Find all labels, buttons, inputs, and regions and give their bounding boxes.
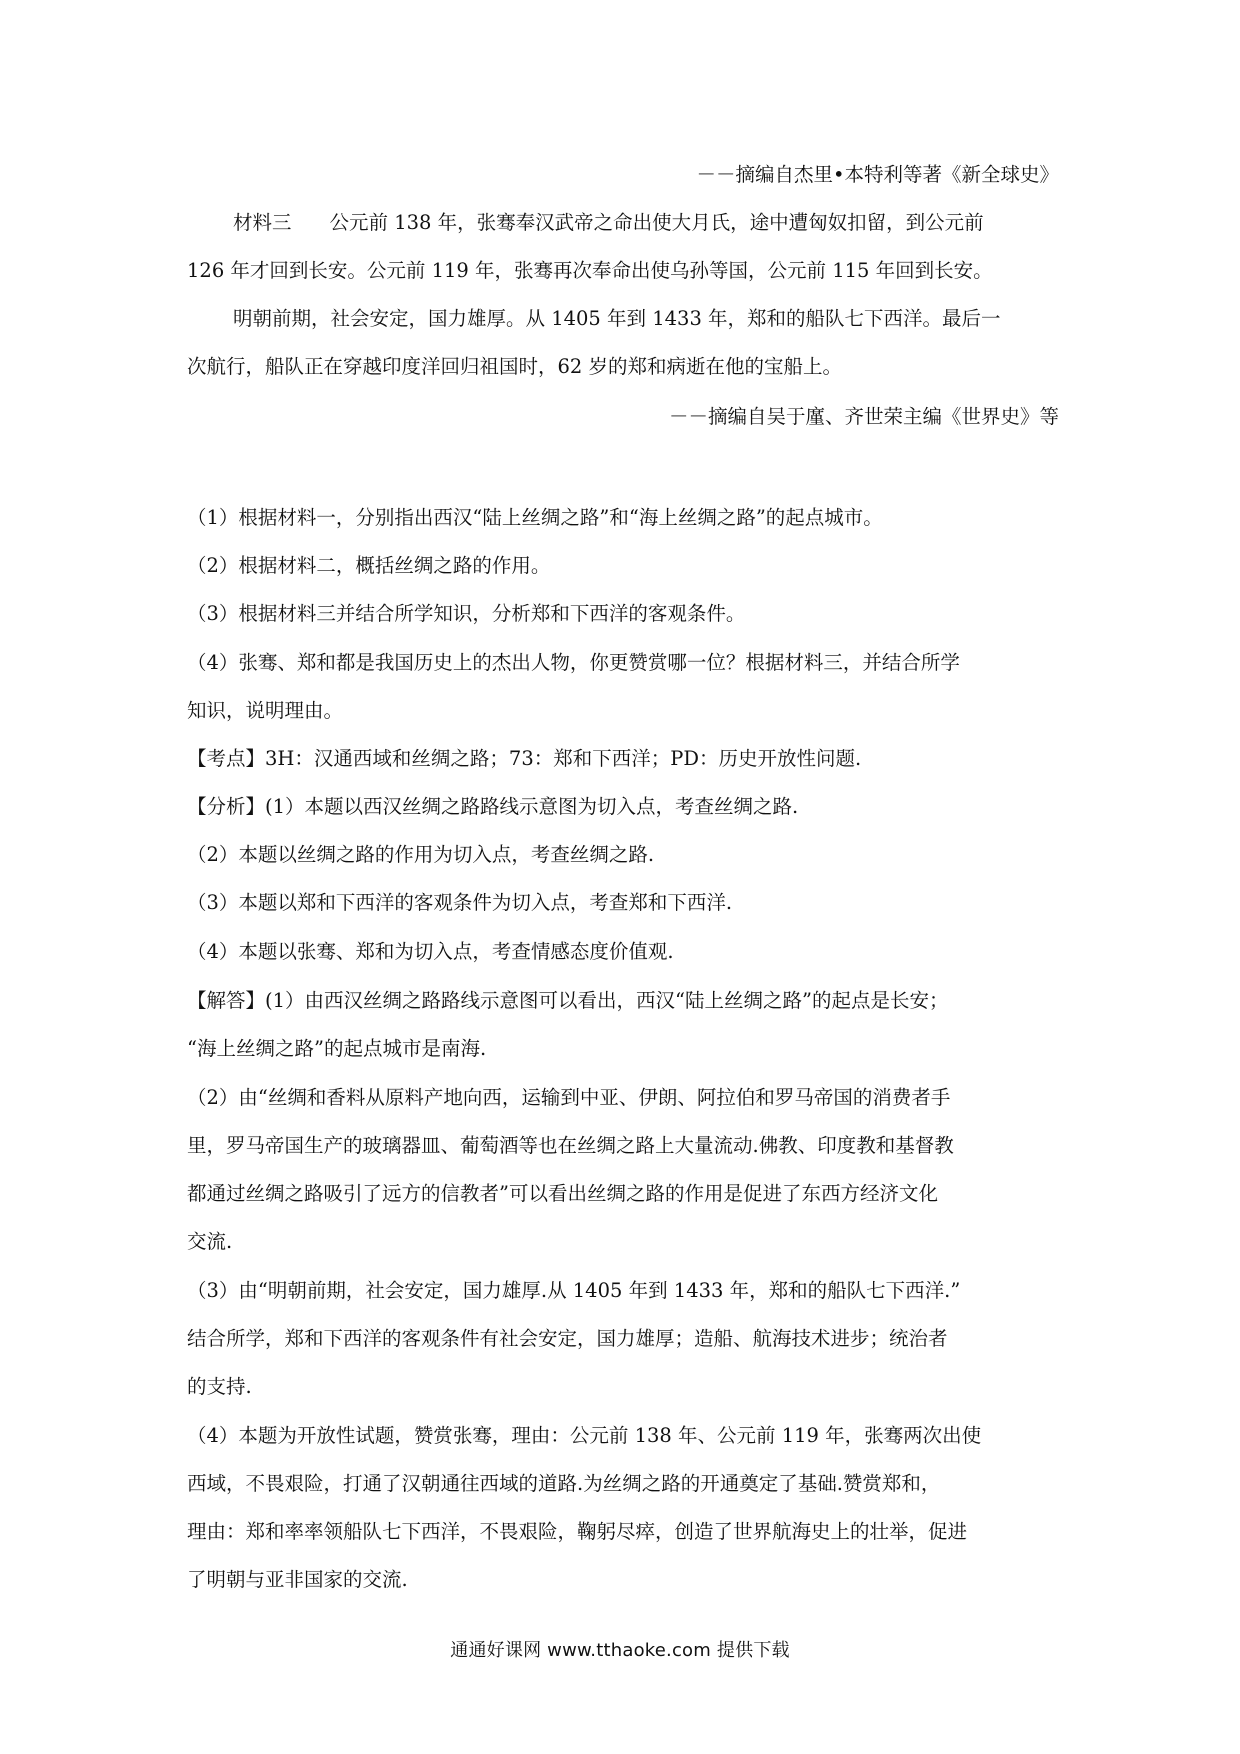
material-3-label: 材料三: [233, 211, 292, 234]
footer-credit: 通通好课网 www.tthaoke.com 提供下载: [450, 1640, 790, 1661]
question-4-line-2: 知识，说明理由。: [187, 699, 344, 722]
jieda-4-line-3: 理由：郑和率率领船队七下西洋，不畏艰险，鞠躬尽瘁，创造了世界航海史上的壮举，促进: [187, 1520, 968, 1543]
jieda-3-line-3: 的支持.: [187, 1375, 252, 1398]
material-3-line-1: [233, 210, 984, 236]
jieda-1-line-2: “海上丝绸之路”的起点城市是南海.: [187, 1037, 487, 1060]
fenxi-4: （4）本题以张骞、郑和为切入点，考查情感态度价值观.: [187, 940, 674, 963]
jieda-2-line-1: （2）由“丝绸和香料从原料产地向西，运输到中亚、伊朗、阿拉伯和罗马帝国的消费者手: [187, 1086, 951, 1109]
source-citation-2: －－摘编自吴于廑、齐世荣主编《世界史》等: [668, 405, 1059, 428]
jieda-2-line-3: 都通过丝绸之路吸引了远方的信教者”可以看出丝绸之路的作用是促进了东西方经济文化: [187, 1182, 938, 1205]
jieda-2-line-4: 交流.: [187, 1230, 233, 1253]
fenxi-3: （3）本题以郑和下西洋的客观条件为切入点，考查郑和下西洋.: [187, 891, 733, 914]
source-citation-1: －－摘编自杰里•本特利等著《新全球史》: [696, 163, 1059, 186]
question-1: （1）根据材料一，分别指出西汉“陆上丝绸之路”和“海上丝绸之路”的起点城市。: [187, 506, 883, 529]
jieda-3-line-2: 结合所学，郑和下西洋的客观条件有社会安定，国力雄厚；造船、航海技术进步；统治者: [187, 1327, 948, 1350]
fenxi-1: 【分析】(1）本题以西汉丝绸之路路线示意图为切入点，考查丝绸之路.: [187, 795, 799, 818]
question-4-line-1: （4）张骞、郑和都是我国历史上的杰出人物，你更赞赏哪一位？根据材料三，并结合所学: [187, 651, 960, 674]
question-2: （2）根据材料二，概括丝绸之路的作用。: [187, 554, 551, 577]
material-3-line-2: 126 年才回到长安。公元前 119 年，张骞再次奉命出使乌孙等国，公元前 115 年回到长安。: [187, 259, 993, 282]
jieda-4-line-4: 了明朝与亚非国家的交流.: [187, 1568, 408, 1591]
material-3-line-4: 次航行，船队正在穿越印度洋回归祖国时，62 岁的郑和病逝在他的宝船上。: [187, 355, 843, 378]
jieda-3-line-1: （3）由“明朝前期，社会安定，国力雄厚.从 1405 年到 1433 年，郑和的船队七下西洋.”: [187, 1279, 961, 1302]
jieda-4-line-2: 西域，不畏艰险，打通了汉朝通往西域的道路.为丝绸之路的开通奠定了基础.赞赏郑和，: [187, 1472, 941, 1495]
fenxi-2: （2）本题以丝绸之路的作用为切入点，考查丝绸之路.: [187, 843, 655, 866]
kaodian: 【考点】3H：汉通西域和丝绸之路；73：郑和下西洋；PD：历史开放性问题.: [187, 747, 862, 770]
question-3: （3）根据材料三并结合所学知识，分析郑和下西洋的客观条件。: [187, 602, 746, 625]
material-3-line-3: 明朝前期，社会安定，国力雄厚。从 1405 年到 1433 年，郑和的船队七下西洋。最后一: [233, 307, 1001, 330]
jieda-2-line-2: 里，罗马帝国生产的玻璃器皿、葡萄酒等也在丝绸之路上大量流动.佛教、印度教和基督教: [187, 1134, 954, 1157]
material-3-text: 公元前 138 年，张骞奉汉武帝之命出使大月氏，途中遭匈奴扣留，到公元前: [329, 211, 984, 234]
jieda-1-line-1: 【解答】(1）由西汉丝绸之路路线示意图可以看出，西汉“陆上丝绸之路”的起点是长安；: [187, 989, 949, 1012]
jieda-4-line-1: （4）本题为开放性试题，赞赏张骞，理由：公元前 138 年、公元前 119 年，张骞两次出使: [187, 1424, 982, 1447]
